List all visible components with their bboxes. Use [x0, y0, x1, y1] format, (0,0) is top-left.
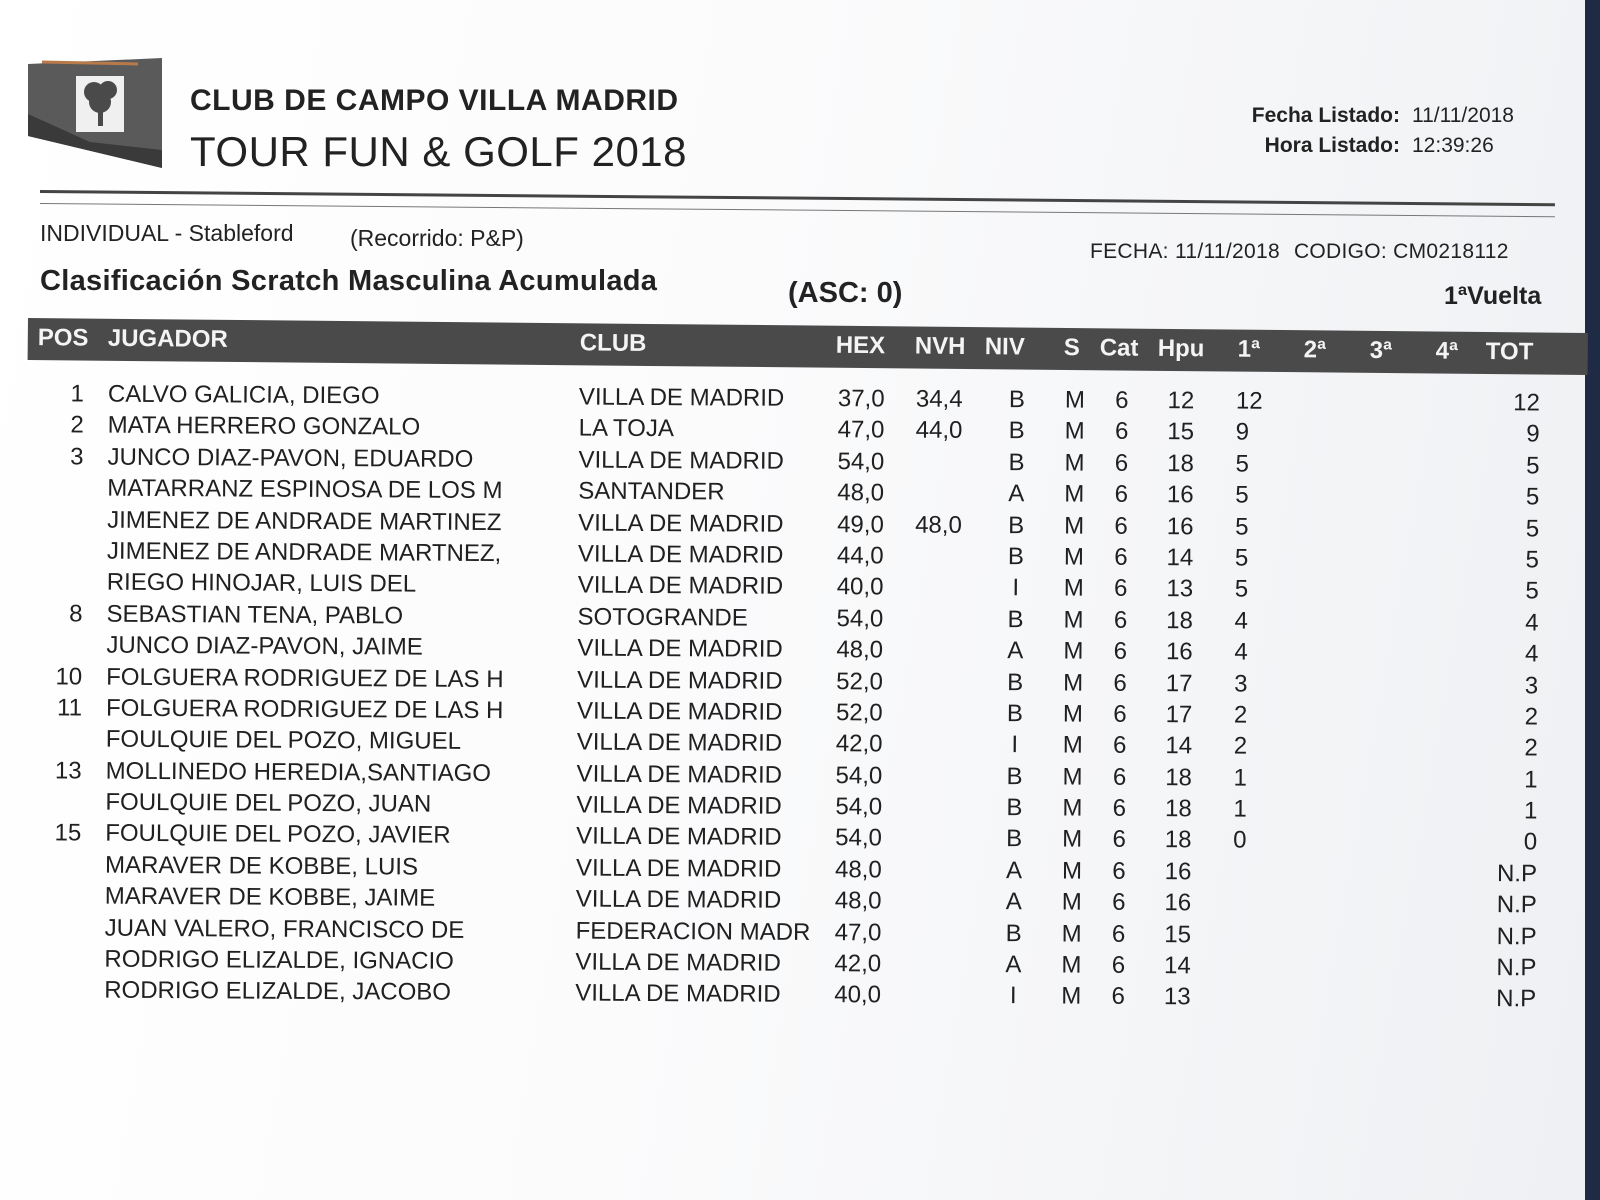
hpu-cell: 18	[1164, 795, 1192, 823]
col-club: CLUB	[579, 329, 647, 357]
category-cell: 6	[1112, 763, 1127, 791]
sex-cell: M	[1062, 794, 1083, 822]
player-name-cell: JIMENEZ DE ANDRADE MARTINEZ	[107, 506, 502, 536]
results-table	[0, 380, 1585, 1017]
total-cell: 3	[1524, 671, 1539, 699]
category-cell: 6	[1112, 889, 1126, 917]
nvh-cell: 48,0	[915, 511, 962, 539]
category-cell: 6	[1114, 480, 1129, 509]
hora-listado-value: 12:39:26	[1412, 134, 1494, 157]
category-cell: 6	[1115, 386, 1129, 414]
niv-cell: B	[1008, 417, 1025, 445]
hpu-cell: 16	[1164, 857, 1192, 886]
hpu-cell: 12	[1167, 387, 1195, 415]
club-cell: VILLA DE MADRID	[576, 728, 783, 758]
fecha-listado-value: 11/11/2018	[1412, 104, 1514, 127]
club-cell: VILLA DE MADRID	[577, 666, 783, 695]
total-cell: 5	[1525, 546, 1540, 574]
round-label: 1ªVuelta	[1444, 282, 1542, 310]
round-1-cell: 5	[1234, 575, 1249, 603]
sex-cell: M	[1061, 920, 1082, 948]
hex-cell: 48,0	[837, 479, 885, 507]
sex-cell: M	[1061, 888, 1082, 916]
total-cell: N.P	[1496, 954, 1537, 982]
hex-cell: 54,0	[836, 604, 884, 633]
club-cell: VILLA DE MADRID	[575, 979, 781, 1009]
hpu-cell: 14	[1165, 732, 1193, 760]
category-cell: 6	[1111, 983, 1126, 1011]
round-1-cell: 9	[1235, 418, 1250, 447]
hex-cell: 54,0	[835, 793, 883, 821]
pos-cell: 15	[54, 819, 82, 847]
asc-value: (ASC: 0)	[788, 277, 903, 309]
niv-cell: B	[1006, 794, 1023, 822]
round-1-cell: 1	[1233, 764, 1248, 792]
sex-cell: M	[1063, 637, 1084, 665]
category-cell: 6	[1112, 826, 1126, 854]
hex-cell: 52,0	[836, 667, 883, 695]
niv-cell: B	[1005, 919, 1022, 947]
round-1-cell: 3	[1234, 670, 1248, 698]
category-cell: 6	[1113, 732, 1127, 760]
total-cell: 5	[1525, 483, 1540, 511]
player-name-cell: RODRIGO ELIZALDE, JACOBO	[104, 977, 452, 1007]
category-cell: 6	[1112, 794, 1127, 822]
total-cell: 5	[1525, 514, 1540, 542]
category-cell: 6	[1113, 669, 1127, 697]
col-cat: Cat	[1099, 334, 1139, 362]
niv-cell: A	[1008, 480, 1025, 508]
sex-cell: M	[1064, 512, 1085, 540]
category-cell: 6	[1114, 512, 1128, 540]
player-name-cell: CALVO GALICIA, DIEGO	[107, 380, 380, 410]
niv-cell: A	[1005, 857, 1023, 885]
col-s: S	[1063, 333, 1080, 362]
round-1-cell: 4	[1234, 638, 1248, 666]
category-cell: 6	[1114, 543, 1128, 571]
niv-cell: B	[1007, 543, 1025, 571]
hex-cell: 48,0	[836, 636, 884, 664]
pos-cell: 8	[69, 600, 83, 628]
player-name-cell: RODRIGO ELIZALDE, IGNACIO	[104, 945, 454, 975]
sex-cell: M	[1064, 417, 1085, 446]
player-name-cell: FOLGUERA RODRIGUEZ DE LAS H	[106, 663, 504, 693]
header-rule	[40, 190, 1555, 206]
pos-cell: 2	[70, 411, 84, 439]
total-cell: 12	[1513, 389, 1540, 417]
hpu-cell: 16	[1165, 638, 1193, 666]
niv-cell: B	[1008, 386, 1025, 414]
niv-cell: B	[1008, 448, 1025, 477]
listing-meta-values	[1412, 104, 1600, 164]
fecha-listado-label: Fecha Listado:	[1251, 104, 1400, 127]
col-round-4: 4ª	[1435, 337, 1459, 365]
sex-cell: M	[1063, 606, 1084, 634]
player-name-cell: RIEGO HINOJAR, LUIS DEL	[106, 568, 417, 598]
hpu-cell: 14	[1166, 544, 1194, 572]
hex-cell: 40,0	[836, 573, 884, 601]
col-pos: POS	[37, 324, 89, 352]
competition-code: CODIGO: CM0218112	[1293, 240, 1509, 263]
hex-cell: 44,0	[836, 542, 884, 570]
player-name-cell: FOULQUIE DEL POZO, JAVIER	[105, 820, 451, 850]
category-cell: 6	[1113, 606, 1128, 634]
category-cell: 6	[1114, 418, 1129, 446]
col-hpu: Hpu	[1157, 334, 1205, 363]
round-1-cell: 12	[1235, 387, 1263, 415]
player-name-cell: FOLGUERA RODRIGUEZ DE LAS H	[105, 694, 504, 724]
nvh-cell: 34,4	[915, 385, 963, 413]
hpu-cell: 16	[1166, 512, 1194, 540]
sex-cell: M	[1062, 763, 1083, 791]
nvh-cell: 44,0	[915, 416, 963, 445]
total-cell: 5	[1525, 577, 1539, 605]
hpu-cell: 18	[1164, 826, 1192, 854]
col-hex: HEX	[835, 331, 886, 360]
total-cell: 5	[1526, 452, 1540, 480]
player-name-cell: JUAN VALERO, FRANCISCO DE	[104, 914, 465, 944]
club-cell: VILLA DE MADRID	[577, 634, 783, 663]
hpu-cell: 17	[1165, 701, 1193, 729]
player-name-cell: MATA HERRERO GONZALO	[107, 412, 421, 441]
total-cell: 0	[1523, 828, 1538, 856]
pos-cell: 3	[70, 443, 84, 471]
player-name-cell: MARAVER DE KOBBE, LUIS	[104, 851, 419, 881]
club-cell: FEDERACION MADR	[575, 917, 811, 946]
hex-cell: 54,0	[835, 824, 883, 852]
hex-cell: 48,0	[834, 887, 882, 915]
hpu-cell: 13	[1166, 575, 1194, 603]
player-name-cell: FOULQUIE DEL POZO, JUAN	[105, 788, 432, 818]
sex-cell: M	[1063, 574, 1084, 602]
sex-cell: M	[1064, 480, 1085, 508]
hpu-cell: 15	[1164, 920, 1192, 948]
niv-cell: I	[1009, 982, 1017, 1010]
hex-cell: 42,0	[834, 950, 882, 978]
club-cell: VILLA DE MADRID	[578, 509, 784, 538]
hex-cell: 52,0	[835, 699, 883, 727]
niv-cell: B	[1006, 825, 1023, 853]
category-cell: 6	[1111, 920, 1126, 948]
table-header	[28, 318, 1588, 375]
niv-cell: B	[1007, 668, 1024, 696]
hex-cell: 47,0	[837, 416, 885, 444]
pos-cell: 11	[56, 694, 83, 722]
listing-meta-labels	[1180, 104, 1400, 164]
total-cell: 4	[1525, 609, 1539, 637]
player-name-cell: JUNCO DIAZ-PAVON, JAIME	[106, 631, 423, 661]
hex-cell: 42,0	[835, 730, 883, 758]
competition-date: FECHA: 11/11/2018	[1090, 240, 1280, 263]
round-1-cell: 5	[1235, 481, 1249, 509]
category-cell: 6	[1112, 857, 1126, 885]
classification-title: Clasificación Scratch Masculina Acumulada	[40, 265, 658, 297]
col-niv: NIV	[984, 333, 1025, 361]
round-1-cell: 5	[1235, 513, 1249, 541]
player-name-cell: SEBASTIAN TENA, PABLO	[106, 600, 404, 630]
club-cell: VILLA DE MADRID	[576, 760, 783, 789]
col-round-3: 3ª	[1369, 336, 1393, 365]
niv-cell: B	[1006, 762, 1023, 790]
club-cell: VILLA DE MADRID	[577, 540, 784, 569]
hex-cell: 54,0	[837, 447, 885, 476]
sex-cell: M	[1062, 700, 1084, 728]
col-round-1: 1ª	[1237, 335, 1261, 363]
col-nvh: NVH	[914, 332, 966, 360]
player-name-cell: JUNCO DIAZ-PAVON, EDUARDO	[107, 443, 474, 473]
sex-cell: M	[1063, 543, 1085, 571]
col-jugador: JUGADOR	[107, 324, 228, 353]
pos-cell: 1	[70, 380, 84, 408]
course-route: (Recorrido: P&P)	[350, 225, 524, 251]
club-cell: VILLA DE MADRID	[578, 446, 785, 475]
sex-cell: M	[1062, 731, 1083, 759]
pos-cell: 13	[54, 757, 82, 785]
category-cell: 6	[1114, 449, 1129, 477]
niv-cell: B	[1006, 700, 1024, 728]
col-round-2: 2ª	[1303, 336, 1327, 364]
player-name-cell: MARAVER DE KOBBE, JAIME	[104, 882, 436, 912]
hpu-cell: 18	[1167, 449, 1194, 478]
sex-cell: M	[1064, 386, 1085, 414]
tour-title: TOUR FUN & GOLF 2018	[190, 128, 688, 175]
hpu-cell: 16	[1166, 481, 1194, 509]
sex-cell: M	[1061, 982, 1082, 1011]
pos-cell: 10	[55, 662, 83, 691]
total-cell: 2	[1524, 734, 1538, 762]
club-cell: VILLA DE MADRID	[576, 822, 782, 852]
round-1-cell: 1	[1233, 795, 1247, 823]
hex-cell: 49,0	[837, 510, 884, 538]
round-1-cell: 2	[1233, 701, 1248, 729]
col-tot: TOT	[1485, 337, 1534, 366]
club-cell: SANTANDER	[578, 477, 725, 506]
player-name-cell: JIMENEZ DE ANDRADE MARTNEZ,	[106, 537, 502, 568]
header-rule-thin	[40, 203, 1555, 217]
niv-cell: A	[1005, 888, 1022, 916]
player-name-cell: MATARRANZ ESPINOSA DE LOS M	[107, 474, 503, 505]
round-1-cell: 0	[1233, 827, 1247, 855]
club-cell: VILLA DE MADRID	[576, 697, 783, 726]
hora-listado-label: Hora Listado:	[1264, 134, 1400, 157]
niv-cell: B	[1007, 605, 1024, 633]
category-cell: 6	[1113, 700, 1127, 728]
hex-cell: 48,0	[834, 855, 882, 884]
club-cell: SOTOGRANDE	[577, 603, 748, 632]
total-cell: 9	[1526, 420, 1540, 448]
niv-cell: B	[1008, 511, 1025, 539]
competition-format: INDIVIDUAL - Stableford	[40, 220, 294, 246]
total-cell: 4	[1524, 640, 1539, 668]
hpu-cell: 18	[1165, 763, 1193, 791]
niv-cell: I	[1011, 731, 1019, 759]
hpu-cell: 18	[1166, 606, 1193, 635]
round-1-cell: 5	[1234, 544, 1249, 572]
category-cell: 6	[1111, 951, 1126, 979]
niv-cell: I	[1012, 574, 1020, 602]
total-cell: 2	[1524, 703, 1539, 731]
club-cell: VILLA DE MADRID	[577, 571, 784, 601]
club-cell: VILLA DE MADRID	[575, 885, 782, 915]
club-title: CLUB DE CAMPO VILLA MADRID	[190, 84, 679, 117]
player-name-cell: FOULQUIE DEL POZO, MIGUEL	[105, 725, 462, 756]
total-cell: N.P	[1496, 860, 1538, 888]
sex-cell: M	[1061, 951, 1082, 979]
club-cell: VILLA DE MADRID	[578, 383, 785, 412]
niv-cell: A	[1007, 637, 1024, 665]
date-code	[1090, 240, 1509, 264]
total-cell: N.P	[1496, 922, 1537, 951]
category-cell: 6	[1113, 637, 1128, 666]
club-logo	[28, 58, 162, 168]
total-cell: N.P	[1496, 985, 1537, 1013]
round-1-cell: 5	[1235, 450, 1249, 478]
hpu-cell: 17	[1165, 669, 1193, 697]
club-cell: LA TOJA	[578, 414, 674, 443]
hex-cell: 40,0	[834, 981, 882, 1009]
sex-cell: M	[1064, 449, 1085, 477]
hex-cell: 37,0	[837, 385, 885, 413]
niv-cell: A	[1005, 951, 1022, 979]
total-cell: 1	[1524, 766, 1538, 794]
club-cell: VILLA DE MADRID	[575, 854, 782, 883]
sex-cell: M	[1063, 669, 1084, 697]
hpu-cell: 13	[1163, 983, 1191, 1011]
hpu-cell: 16	[1164, 889, 1192, 917]
round-1-cell: 4	[1234, 607, 1248, 635]
player-name-cell: MOLLINEDO HEREDIA,SANTIAGO	[105, 757, 492, 787]
total-cell: N.P	[1496, 891, 1537, 919]
club-cell: VILLA DE MADRID	[576, 791, 782, 820]
sex-cell: M	[1062, 825, 1083, 854]
sex-cell: M	[1061, 857, 1083, 885]
hex-cell: 47,0	[834, 918, 882, 947]
club-cell: VILLA DE MADRID	[575, 948, 781, 977]
round-1-cell: 2	[1233, 732, 1248, 760]
hex-cell: 54,0	[835, 761, 883, 790]
hpu-cell: 15	[1167, 418, 1195, 446]
category-cell: 6	[1113, 575, 1128, 603]
hpu-cell: 14	[1164, 952, 1191, 980]
total-cell: 1	[1523, 797, 1538, 825]
